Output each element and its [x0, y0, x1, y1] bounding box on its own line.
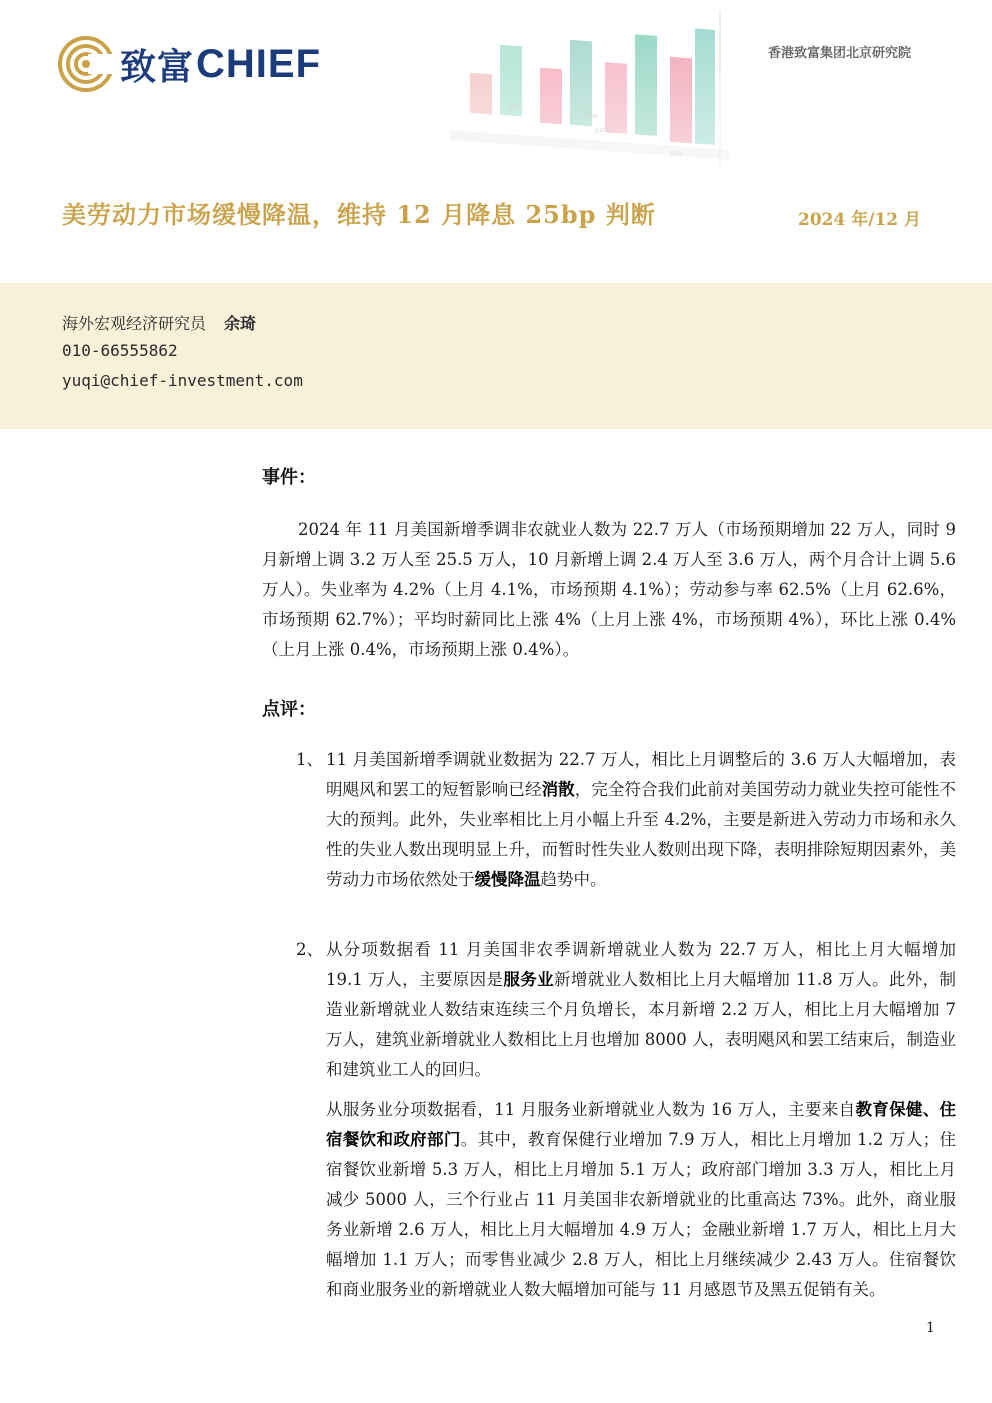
highlight-sectors: 教育保健、住宿餐饮和政府部门 — [326, 1100, 957, 1149]
item-number: 2、 — [296, 940, 323, 959]
review-item-2 — [296, 935, 956, 1085]
author-email[interactable]: yuqi@chief-investment.com — [62, 371, 303, 390]
company-logo — [58, 36, 321, 92]
author-role: 海外宏观经济研究员 — [62, 314, 207, 333]
item-number: 1、 — [296, 750, 323, 769]
services-breakdown-paragraph: 从服务业分项数据看，11 月服务业新增就业人数为 16 万人，主要来自教育保健、住宿餐饮和政府部门。其中，教育保健行业增加 7.9 万人，相比上月增加 1.2 万人；住宿餐饮业新增 5.3 万人，相比上月增加 5.1 万人；政府部门增加 3.3 万人，相比上月减少 5000 人，三个行业占 11 月美国非农新增就业的比重高达 73%。此外，商业服务业新增 2.6 万人，相比上月大幅增加 4.9 万人；金融业新增 1.7 万人，相比上月大幅增加 1.1 万人；而零售业减少 2.8 万人，相比上月继续减少 2.43 万人。住宿餐饮和商业服务业的新增就业人数大幅增加可能与 11 月感恩节及黑五促销有关。 — [326, 1100, 957, 1299]
institute-name: 香港致富集团北京研究院 — [768, 46, 912, 61]
author-info-band — [0, 283, 992, 429]
event-heading: 事件： — [262, 467, 316, 488]
highlight-slow-cooling: 缓慢降温 — [474, 870, 541, 889]
highlight-services: 服务业 — [503, 970, 555, 989]
highlight-dissipated: 消散 — [541, 780, 575, 799]
author-role-line — [62, 311, 256, 334]
decorative-bar-chart-graphic — [430, 0, 760, 170]
chief-logo-icon — [58, 36, 114, 92]
logo-english-text: CHIEF — [196, 41, 322, 86]
item-text: 11 月美国新增季调就业数据为 22.7 万人，相比上月调整后的 3.6 万人大幅增加，表明飓风和罢工的短暂影响已经消散，完全符合我们此前对美国劳动力就业失控可能性不大的预判。此外，失业率相比上月小幅上升至 4.2%，主要是新进入劳动力市场和永久性的失业人数出现明显上升，而暂时性失业人数则出现下降，表明排除短期因素外，美劳动力市场依然处于缓慢降温趋势中。 — [326, 750, 957, 889]
page-number: 1 — [926, 1320, 935, 1336]
author-phone: 010-66555862 — [62, 341, 178, 360]
author-name: 余琦 — [224, 314, 257, 333]
review-heading: 点评： — [262, 699, 316, 720]
review-item-1 — [296, 745, 956, 895]
report-header — [0, 0, 992, 283]
report-title: 美劳动力市场缓慢降温，维持 12 月降息 25bp 判断 — [62, 200, 656, 229]
event-paragraph: 2024 年 11 月美国新增季调非农就业人数为 22.7 万人（市场预期增加 22 万人，同时 9 月新增上调 3.2 万人至 25.5 万人，10 月新增上调 2.4 万人至 3.6 万人，两个月合计上调 5.6 万人）。失业率为 4.2%（上月 4.1%，市场预期 4.1%）；劳动参与率 62.5%（上月 62.6%，市场预期 62.7%）；平均时薪同比上涨 4%（上月上涨 4%，市场预期 4%），环比上涨 0.4%（上月上涨 0.4%，市场预期上涨 0.4%）。 — [262, 520, 956, 659]
item-text: 从分项数据看 11 月美国非农季调新增就业人数为 22.7 万人，相比上月大幅增加 19.1 万人，主要原因是服务业新增就业人数相比上月大幅增加 11.8 万人。此外，制造业新增就业人数结束连续三个月负增长，本月新增 2.2 万人，相比上月大幅增加 7 万人，建筑业新增就业人数相比上月也增加 8000 人，表明飓风和罢工结束后，制造业和建筑业工人的回归。 — [326, 940, 957, 1079]
report-date: 2024 年/12 月 — [798, 210, 922, 230]
logo-chinese-text: 致富 — [120, 46, 195, 88]
